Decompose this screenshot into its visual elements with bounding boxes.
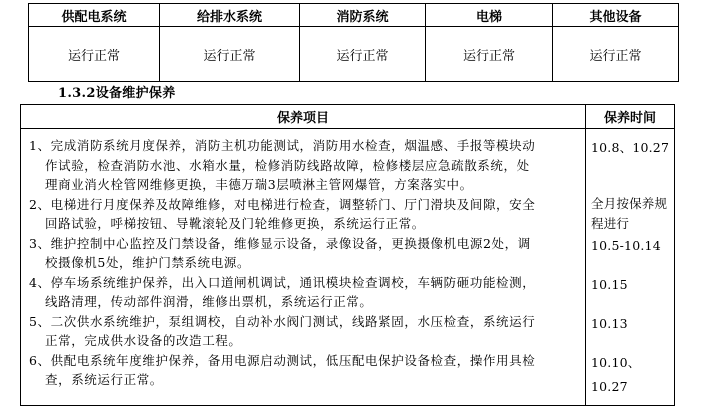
status-header-elevator: 电梯 <box>426 4 553 27</box>
time-line: 10.15 <box>591 277 628 292</box>
time-line: 10.13 <box>591 316 628 331</box>
maintenance-table <box>20 104 675 406</box>
maintenance-header-row <box>21 105 675 129</box>
maintenance-time-4 <box>591 273 670 312</box>
status-header-row <box>29 4 679 27</box>
maintenance-entry-5 <box>29 312 575 351</box>
entry-line: 线路清理，传动部件润滑，维修出票机，系统运行正常。 <box>45 294 373 309</box>
equipment-status-table <box>28 3 679 82</box>
maintenance-time-2 <box>591 194 670 234</box>
entry-line: 6、供配电系统年度维护保养，备用电源启动测试，低压配电保护设备检查，操作用具检 <box>29 352 536 368</box>
maintenance-entry-2 <box>29 195 575 234</box>
status-header-power: 供配电系统 <box>29 4 160 27</box>
maintenance-time-6 <box>591 351 670 399</box>
maintenance-entry-4 <box>29 273 575 312</box>
maintenance-times-cell <box>586 129 675 406</box>
status-value-water: 运行正常 <box>160 27 300 82</box>
entry-line: 作试验，检查消防水池、水箱水量，检修消防线路故障，检修楼层应急疏散系统，处 <box>45 157 530 173</box>
time-line: 10.5-10.14 <box>591 238 661 253</box>
status-value-other: 运行正常 <box>553 27 679 82</box>
entry-line: 查，系统运行正常。 <box>45 372 163 387</box>
section-heading: 1.3.2设备维护保养 <box>58 86 176 101</box>
entry-line: 1、完成消防系统月度保养，消防主机功能测试，消防用水检查，烟温感、手报等模块动 <box>29 138 536 153</box>
status-value-power: 运行正常 <box>29 27 160 82</box>
status-header-fire: 消防系统 <box>300 4 426 27</box>
entry-line: 4、停车场系统维护保养，出入口道闸机调试，通讯模块检查调校，车辆防砸功能检测， <box>29 274 536 290</box>
entry-line: 2、电梯进行月度保养及故障维修，对电梯进行检查，调整轿门、厅门滑块及间隙，安全 <box>29 196 536 212</box>
status-value-fire: 运行正常 <box>300 27 426 82</box>
maintenance-time-1 <box>591 136 670 194</box>
time-line: 全月按保养规 <box>591 196 668 211</box>
time-line: 程进行 <box>591 216 630 231</box>
status-value-elevator: 运行正常 <box>426 27 553 82</box>
status-header-other: 其他设备 <box>553 4 679 27</box>
maintenance-time-5 <box>591 312 670 351</box>
entry-line: 3、维护控制中心监控及门禁设备，维修显示设备，录像设备，更换摄像机电源2处，调 <box>29 235 531 251</box>
entry-line: 正常，完成供水设备的改造工程。 <box>45 333 242 348</box>
maintenance-time-3 <box>591 234 670 273</box>
maintenance-header-item: 保养项目 <box>21 105 586 129</box>
maintenance-entry-3 <box>29 234 575 273</box>
status-header-water: 给排水系统 <box>160 4 300 27</box>
status-value-row <box>29 27 679 82</box>
entry-line: 理商业消火栓管网维修更换，丰德万瑞3层喷淋主管网爆管，方案落实中。 <box>45 177 473 192</box>
time-line: 10.10、10.27 <box>591 355 641 394</box>
entry-line: 回路试验，呼梯按钮、导靴滚轮及门轮维修更换，系统运行正常。 <box>45 216 425 231</box>
entry-line: 校摄像机5处，维护门禁系统电源。 <box>45 255 251 270</box>
maintenance-entry-1 <box>29 136 575 195</box>
maintenance-entry-6 <box>29 351 575 390</box>
entry-line: 5、二次供水系统维护，泵组调校，自动补水阀门测试，线路紧固，水压检查，系统运行 <box>29 313 536 329</box>
maintenance-body-row <box>21 129 675 406</box>
maintenance-header-time: 保养时间 <box>586 105 675 129</box>
time-line: 10.8、10.27 <box>591 140 670 155</box>
maintenance-items-cell <box>21 129 586 406</box>
